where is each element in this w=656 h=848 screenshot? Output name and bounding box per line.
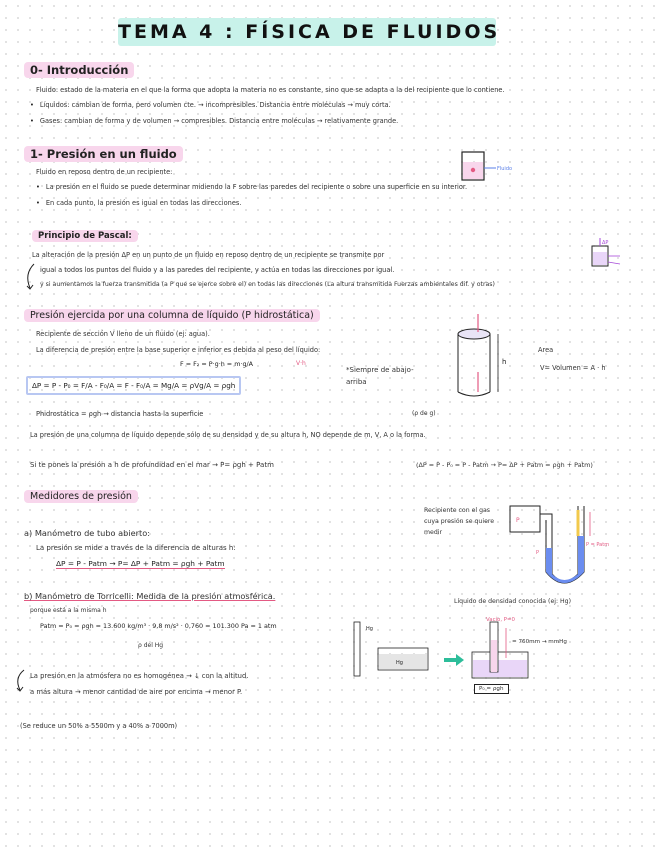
- section-1-heading: 1- Presión en un fluido: [24, 146, 183, 162]
- recipient-note: Recipiente con el gas cuya presión se quiere medir: [424, 507, 495, 536]
- p-label: P: [516, 517, 520, 524]
- liquids-bullet: • Líquidos: cambian de forma, pero volumen cte. → incompresibles. Distancia entre moléculas → muy corta.: [30, 101, 391, 109]
- torricelli-same-height: porque está a la misma h: [30, 607, 107, 614]
- atmosphere-line-2: a más altura → menor cantidad de aire por encima → menor P.: [30, 688, 243, 696]
- section-0-heading: 0- Introducción: [24, 62, 134, 78]
- pascal-heading: Principio de Pascal:: [32, 230, 138, 242]
- column-line-2: La diferencia de presión entre la base superior e inferior es debida al peso del líquido:: [36, 346, 321, 354]
- delta-p-label: ΔP: [602, 240, 609, 246]
- area-label: Area: [538, 346, 554, 354]
- atmosphere-line-1: La presión en la atmósfera no es homogénea → ↓ con la altitud.: [30, 672, 249, 680]
- brace-arrow-icon: [22, 262, 38, 292]
- phidro-line: Phidrostática = ρgh → distancia hasta la superficie: [36, 410, 204, 418]
- open-manometer-equation: ΔP = P - Patm → P= ΔP + Patm = ρgh + Patm: [56, 559, 225, 568]
- beaker-fluid-icon: [456, 148, 516, 186]
- fluid-definition: Fluido: estado de la materia en el que la forma que adopta la materia no es constante, sino que se adapta a la del recipiente que lo contiene.: [36, 86, 505, 94]
- u-tube-manometer: [506, 496, 616, 590]
- hg-label-tube: Hg: [366, 626, 373, 632]
- brace-arrow-icon-2: [12, 668, 28, 694]
- patm-label: P = Patm: [586, 542, 610, 548]
- gases-bullet: • Gases: cambian de forma y de volumen → compresibles. Distancia entre moléculas → relativamente grande.: [30, 117, 398, 125]
- top-equation: F = F₂ = P·g·h = m·g/A: [180, 360, 254, 368]
- fluid-label: Fluido: [497, 166, 513, 172]
- vacuum-label: Vacío, P=0: [486, 617, 515, 623]
- pressure-bullet-1: • La presión en el fluido se puede determinar midiendo la F sobre las paredes del recipiente o sobre una superficie en su interior.: [36, 183, 467, 191]
- pascal-line-2: igual a todos los puntos del fluido y a las paredes del recipiente, y actúa en todas las direcciones por igual.: [40, 266, 395, 274]
- height-label: h: [502, 358, 507, 366]
- volume-equation: V= Volumen = A · h: [540, 364, 606, 372]
- top-small-note: V·h: [296, 360, 306, 367]
- bottom-up-note: *Siempre de abajo-arriba: [346, 366, 414, 386]
- pascal-line-1: La alteración de la presión ΔP en un punto de un fluido en reposo dentro de un recipiente se transmite por: [32, 251, 385, 259]
- mmhg-note: = 760mm → mmHg: [512, 639, 567, 645]
- svg-text:P: P: [536, 550, 540, 556]
- rho-hg-note: ρ del Hg: [138, 642, 164, 649]
- pascal-container-icon: [586, 236, 638, 274]
- atmosphere-line-3: (Se reduce un 50% a 5500m y a 40% a 7000m): [20, 722, 178, 730]
- fluid-rest-line: Fluido en reposo dentro de un recipiente:: [36, 168, 173, 176]
- open-manometer-title: a) Manómetro de tubo abierto:: [24, 528, 151, 538]
- depends-line: La presión de una columna de líquido depende sólo de su densidad y de su altura h, NO depende de m, V, A o la forma.: [30, 431, 426, 439]
- liquid-note: Líquido de densidad conocida (ej: Hg): [454, 598, 572, 605]
- torricelli-equation: Patm = P₀ = ρgh = 13.600 kg/m³ · 9,8 m/s² · 0,760 = 101.300 Pa = 1 atm: [40, 622, 277, 630]
- cylinder-diagram: [448, 312, 518, 404]
- open-manometer-line: La presión se mide a través de la diferencia de alturas h:: [36, 544, 236, 552]
- rho-g-note: (ρ de g): [412, 410, 436, 417]
- open-sea-equation: (ΔP = P - P₀ = P - Patm → P= ΔP + Patm = ρgh + Patm): [416, 461, 593, 469]
- column-heading: Presión ejercida por una columna de líquido (P hidrostática): [24, 309, 320, 322]
- p0-box: P₀ = ρgh: [474, 684, 509, 694]
- page-title: TEMA 4 : FÍSICA DE FLUIDOS: [118, 18, 496, 46]
- svg-text:Hg: Hg: [396, 660, 403, 666]
- meters-heading: Medidores de presión: [24, 490, 138, 503]
- hydrostatic-main-equation: ΔP = P - P₀ = F/A - F₀/A = F - F₀/A = Mg/A = ρVg/A = ρgh: [26, 376, 241, 395]
- pascal-line-3: y si aumentamos la fuerza transmitida (a P que se ejerce sobre el) en todas las direcciones (La altura transmitida Fuerzas ambientales dif. y otras): [40, 281, 495, 288]
- column-line-1: Recipiente de sección V lleno de un fluido (ej: agua).: [36, 330, 210, 338]
- torricelli-title: b) Manómetro de Torricelli: Medida de la presión atmosférica.: [24, 591, 276, 601]
- pressure-bullet-2: • En cada punto, la presión es igual en todas las direcciones.: [36, 199, 241, 207]
- open-sea-line: Si te pones la presión a h de profundidad en el mar → P= ρgh + Patm: [30, 461, 274, 469]
